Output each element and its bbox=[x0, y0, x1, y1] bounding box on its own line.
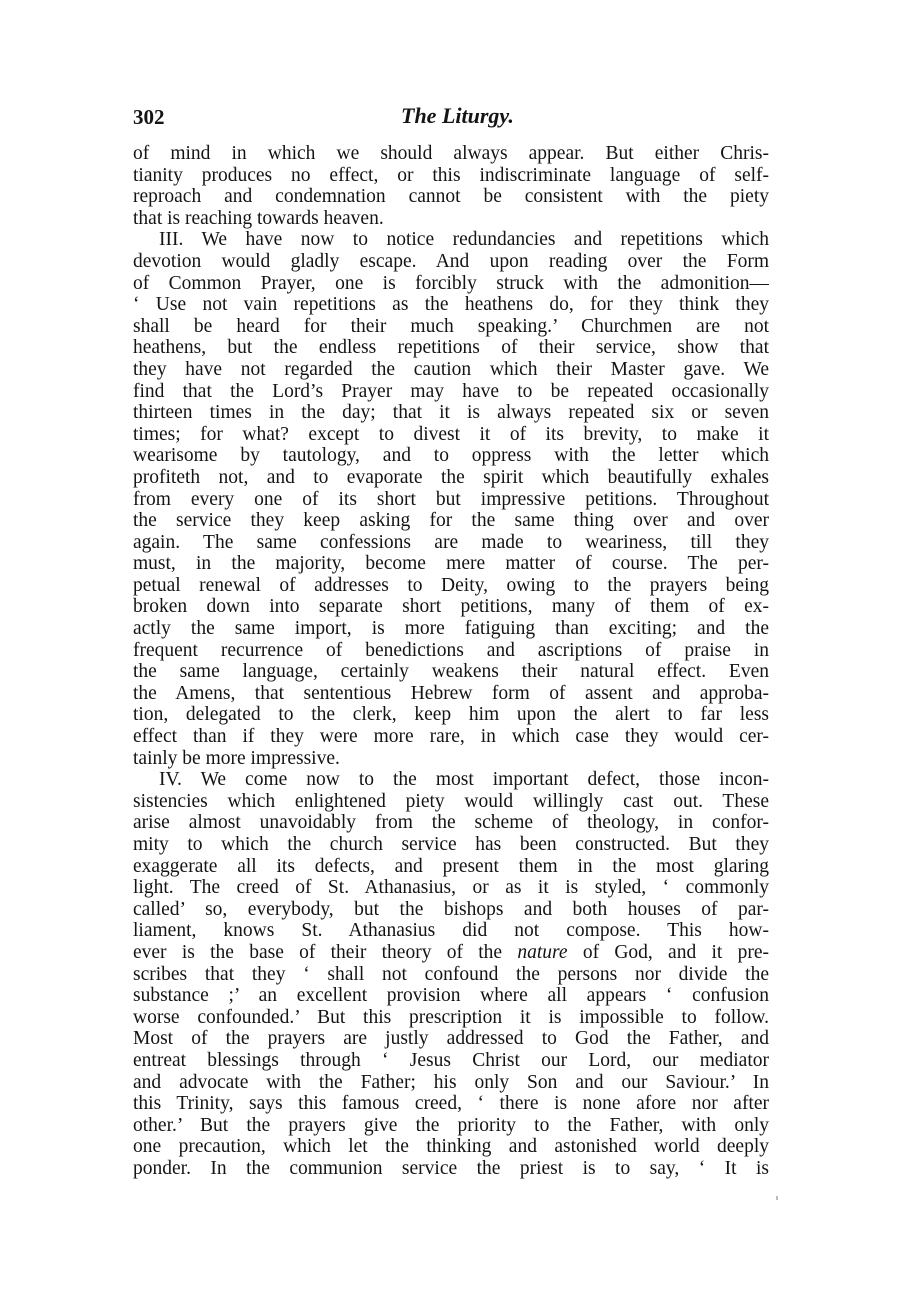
text-line: substance ;’ an excellent provision where all appears ‘ confusion bbox=[133, 985, 769, 1007]
text-line: again. The same confessions are made to weariness, till they bbox=[133, 531, 769, 553]
text-line: worse confounded.’ But this prescription it is impossible to follow. bbox=[133, 1006, 769, 1028]
text-line: Most of the prayers are justly addressed to God the Father, and bbox=[133, 1028, 769, 1050]
text-line: broken down into separate short petitions, many of them of ex- bbox=[133, 596, 769, 618]
text-line: from every one of its short but impressive petitions. Throughout bbox=[133, 488, 769, 510]
text-line: sistencies which enlightened piety would willingly cast out. These bbox=[133, 790, 769, 812]
text-line: petual renewal of addresses to Deity, owing to the prayers being bbox=[133, 574, 769, 596]
text-line: of Common Prayer, one is forcibly struck with the admonition— bbox=[133, 272, 769, 294]
running-title: The Liturgy. bbox=[401, 103, 514, 128]
text-line: one precaution, which let the thinking and astonished world deeply bbox=[133, 1136, 769, 1158]
text-line: thirteen times in the day; that it is always repeated six or seven bbox=[133, 402, 769, 424]
page-number: 302 bbox=[133, 105, 165, 129]
text-line: reproach and condemnation cannot be consistent with the piety bbox=[133, 186, 769, 208]
text-line: tion, delegated to the clerk, keep him upon the alert to far less bbox=[133, 704, 769, 726]
text-line: shall be heard for their much speaking.’ Churchmen are not bbox=[133, 315, 769, 337]
text-line: the service they keep asking for the same thing over and over bbox=[133, 510, 769, 532]
text-line: entreat blessings through ‘ Jesus Christ our Lord, our mediator bbox=[133, 1049, 769, 1071]
page-header bbox=[133, 103, 773, 133]
text-line: actly the same import, is more fatiguing than exciting; and the bbox=[133, 618, 769, 640]
text-line: profiteth not, and to evaporate the spirit which beautifully exhales bbox=[133, 466, 769, 488]
text-line: the same language, certainly weakens their natural effect. Even bbox=[133, 661, 769, 683]
text-line: they have not regarded the caution which their Master gave. We bbox=[133, 358, 769, 380]
text-line: tianity produces no effect, or this indiscriminate language of self- bbox=[133, 164, 769, 186]
text-line: this Trinity, says this famous creed, ‘ there is none afore nor after bbox=[133, 1093, 769, 1115]
text-line: effect than if they were more rare, in which case they would cer- bbox=[133, 726, 769, 748]
text-line: other.’ But the prayers give the priority to the Father, with only bbox=[133, 1114, 769, 1136]
text-line: light. The creed of St. Athanasius, or as it is styled, ‘ commonly bbox=[133, 877, 769, 899]
text-line: find that the Lord’s Prayer may have to be repeated occasionally bbox=[133, 380, 769, 402]
text-line: the Amens, that sententious Hebrew form of assent and approba- bbox=[133, 682, 769, 704]
text-line: times; for what? except to divest it of its brevity, to make it bbox=[133, 423, 769, 445]
text-line: tainly be more impressive. bbox=[133, 747, 340, 769]
text-line: devotion would gladly escape. And upon reading over the Form bbox=[133, 250, 769, 272]
text-line: and advocate with the Father; his only Son and our Saviour.’ In bbox=[133, 1071, 769, 1093]
text-line: of mind in which we should always appear. But either Chris- bbox=[133, 143, 769, 164]
text-line: must, in the majority, become mere matter of course. The per- bbox=[133, 553, 769, 575]
text-line: wearisome by tautology, and to oppress with the letter which bbox=[133, 445, 769, 467]
text-line: ponder. In the communion service the priest is to say, ‘ It is bbox=[133, 1157, 769, 1179]
text-line: liament, knows St. Athanasius did not compose. This how- bbox=[133, 920, 769, 942]
paper-speck bbox=[776, 1196, 778, 1200]
text-line: frequent recurrence of benedictions and ascriptions of praise in bbox=[133, 639, 769, 661]
text-line: scribes that they ‘ shall not confound the persons nor divide the bbox=[133, 963, 769, 985]
body-text bbox=[133, 143, 769, 1180]
text-line: exaggerate all its defects, and present them in the most glaring bbox=[133, 855, 769, 877]
text-line: IV. We come now to the most important defect, those incon- bbox=[159, 769, 769, 791]
text-line: heathens, but the endless repetitions of their service, show that bbox=[133, 337, 769, 359]
text-line: arise almost unavoidably from the scheme of theology, in confor- bbox=[133, 812, 769, 834]
text-line: called’ so, everybody, but the bishops and both houses of par- bbox=[133, 898, 769, 920]
text-line: mity to which the church service has been constructed. But they bbox=[133, 834, 769, 855]
text-line: III. We have now to notice redundancies and repetitions which bbox=[159, 229, 769, 251]
text-line: ‘ Use not vain repetitions as the heathens do, for they think they bbox=[133, 294, 769, 316]
text-line: ever is the base of their theory of the nature of God, and it pre- bbox=[133, 941, 769, 963]
text-line: that is reaching towards heaven. bbox=[133, 207, 384, 229]
